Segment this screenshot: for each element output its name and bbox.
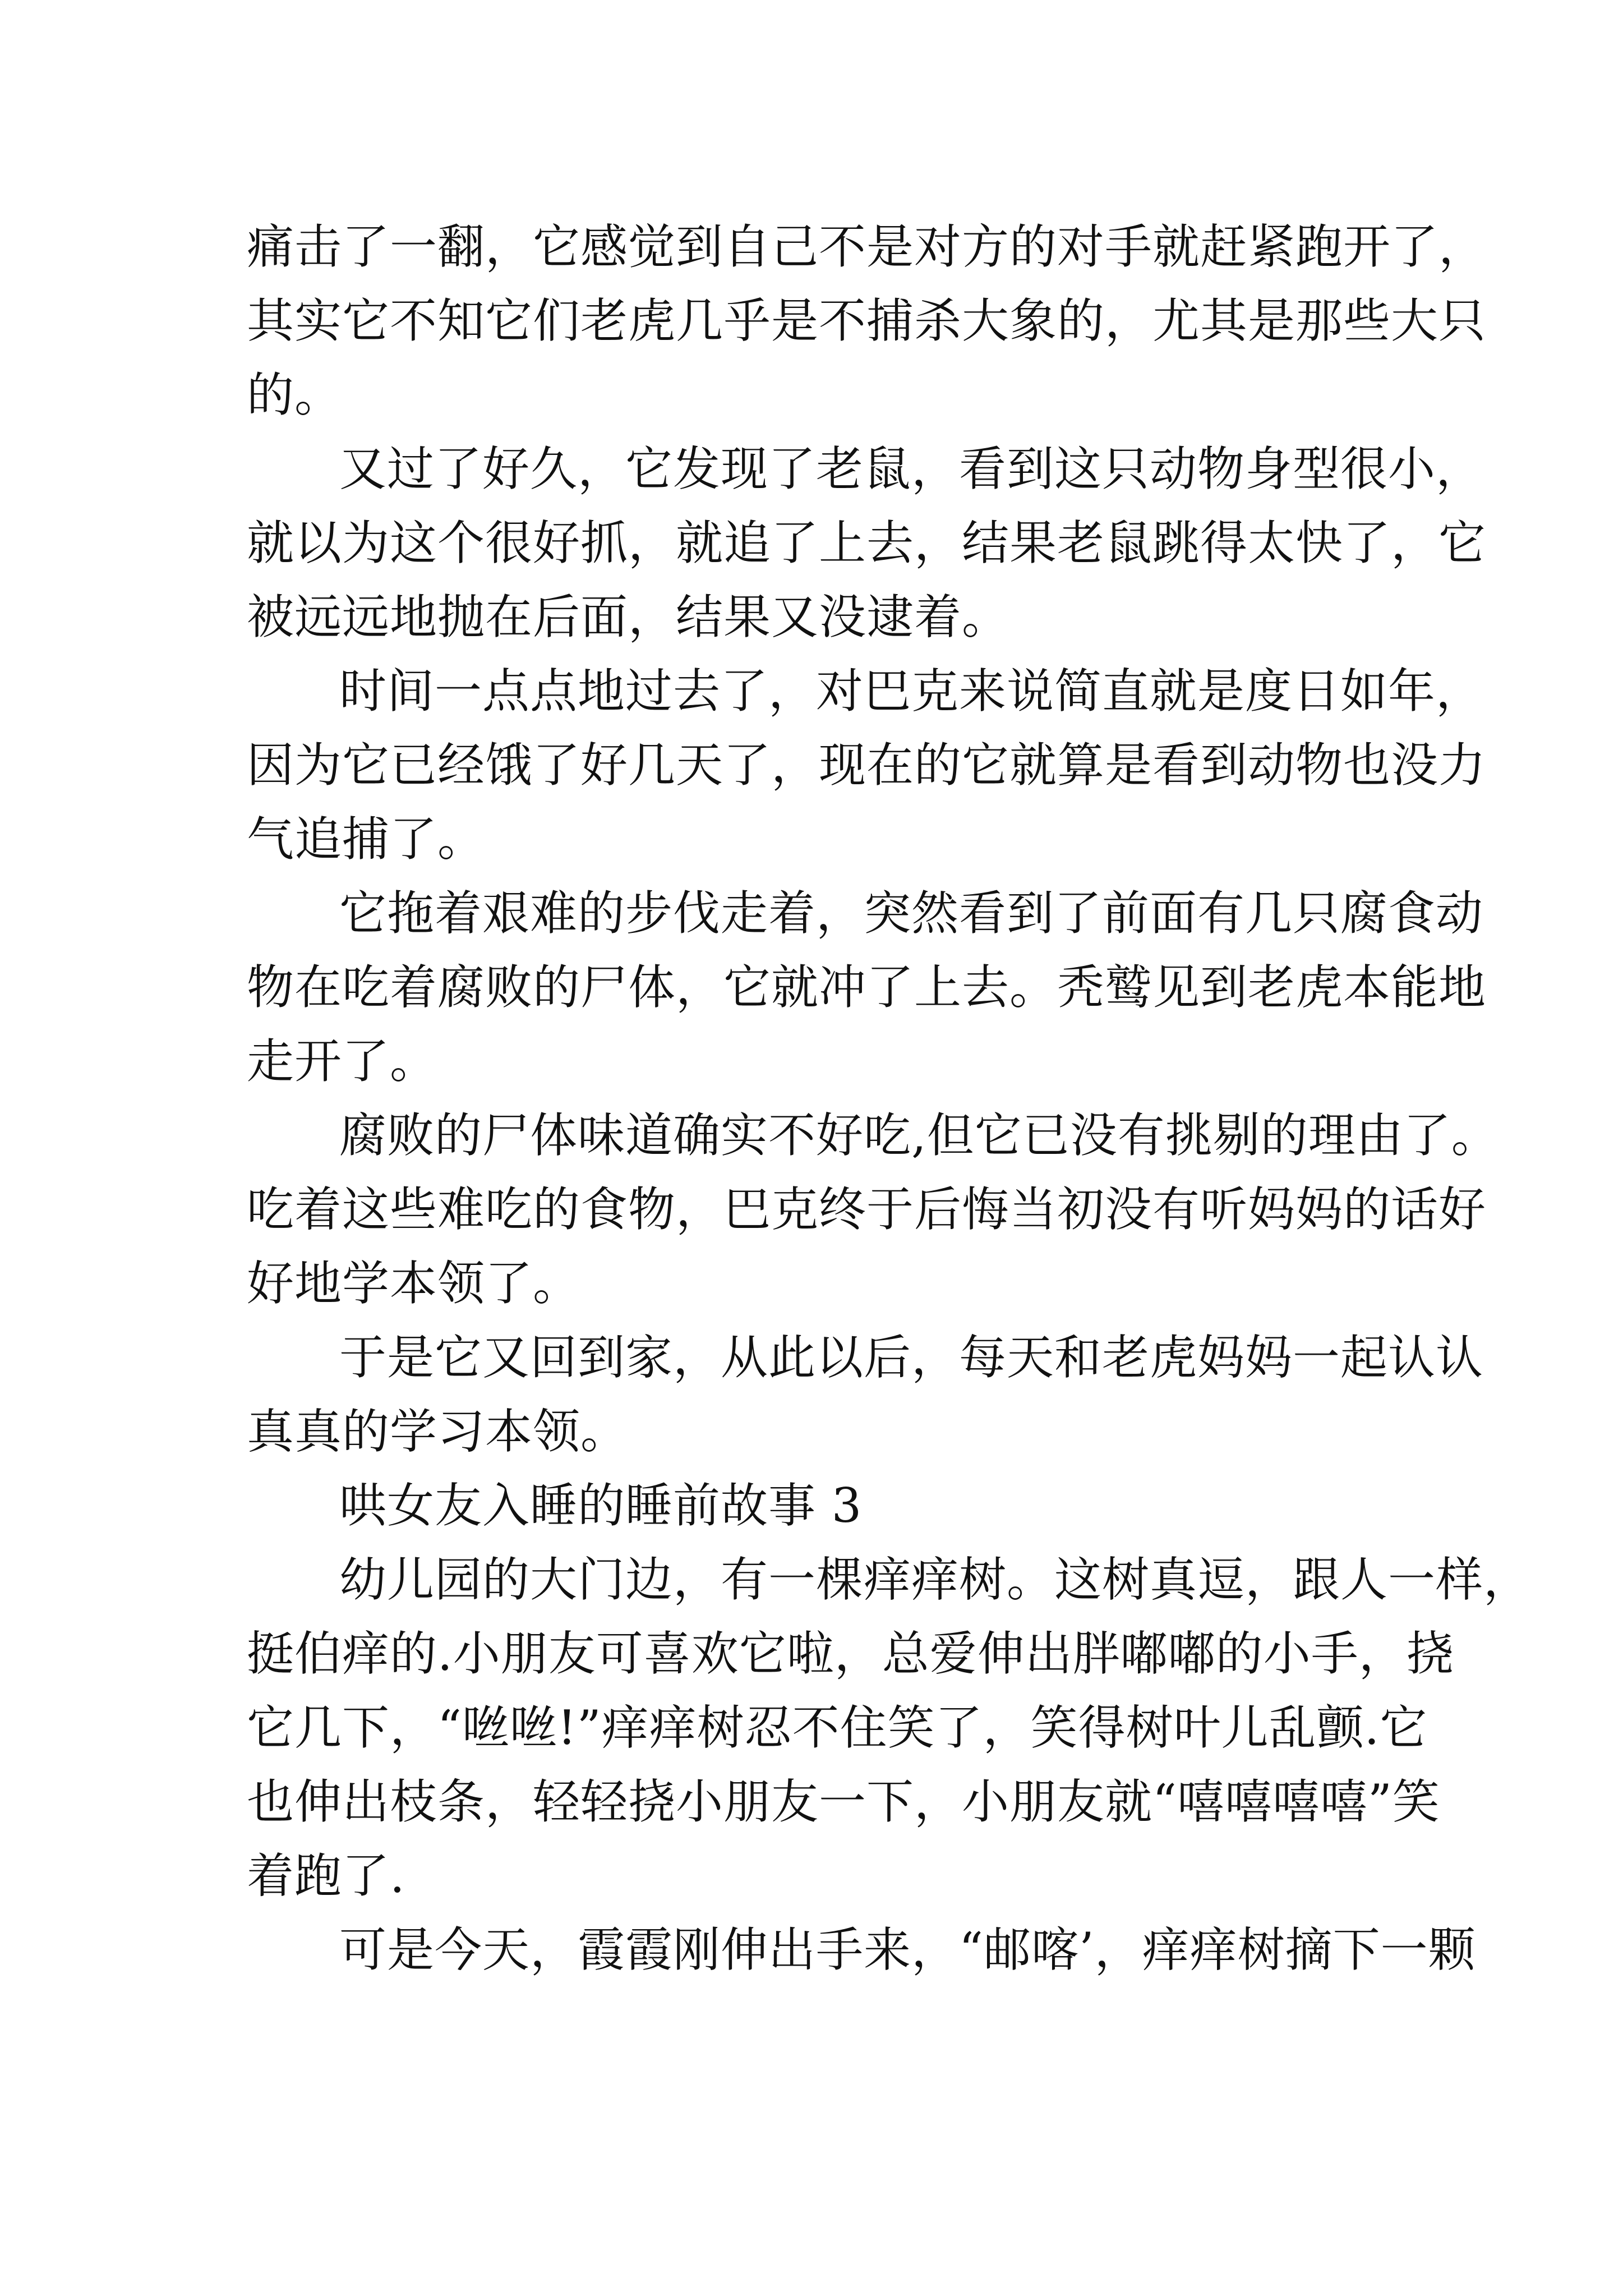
text-line: 着跑了. <box>247 1848 405 1903</box>
paragraph-first-line: 可是今天，霞霞刚伸出手来，“邮喀’，痒痒树摘下一颗 <box>339 1922 1476 1977</box>
paragraph-first-line: 时间一点点地过去了，对巴克来说简直就是度日如年， <box>339 664 1484 719</box>
text-line: 真真的学习本领。 <box>247 1404 629 1459</box>
section-heading: 哄女友入睡的睡前故事 3 <box>339 1478 863 1533</box>
text-line: 物在吃着腐败的尸体，它就冲了上去。秃鹫见到老虎本能地 <box>247 960 1487 1015</box>
text-line: 也伸出枝条，轻轻挠小朋友一下，小朋友就“嘻嘻嘻嘻”笑 <box>247 1774 1440 1829</box>
text-line: 吃着这些难吃的食物，巴克终于后悔当初没有听妈妈的话好 <box>247 1182 1487 1237</box>
text-line: 气追捕了。 <box>247 812 486 867</box>
text-line: 被远远地抛在后面，结果又没逮着。 <box>247 590 1010 645</box>
text-line: 痛击了一翻，它感觉到自己不是对方的对手就赶紧跑开了， <box>247 219 1487 274</box>
paragraph-first-line: 幼儿园的大门边，有一棵痒痒树。这树真逗，跟人一样， <box>339 1552 1532 1607</box>
text-line: 它几下，“咝咝!”痒痒树忍不住笑了，笑得树叶儿乱颤.它 <box>247 1700 1428 1755</box>
text-line: 的。 <box>247 367 343 422</box>
paragraph-first-line: 于是它又回到家，从此以后，每天和老虎妈妈一起认认 <box>339 1330 1484 1385</box>
text-line: 就以为这个很好抓，就追了上去，结果老鼠跳得太快了，它 <box>247 516 1487 570</box>
paragraph-first-line: 它拖着艰难的步伐走着，突然看到了前面有几只腐食动 <box>339 886 1484 941</box>
text-line: 挺伯痒的.小朋友可喜欢它啦，总爱伸出胖嘟嘟的小手，挠 <box>247 1626 1454 1681</box>
text-line: 走开了。 <box>247 1034 438 1089</box>
paragraph-first-line: 腐败的尸体味道确实不好吃,但它已没有挑剔的理由了。 <box>339 1108 1499 1163</box>
paragraph-first-line: 又过了好久，它发现了老鼠，看到这只动物身型很小， <box>339 441 1484 496</box>
text-line: 好地学本领了。 <box>247 1256 581 1311</box>
text-line: 其实它不知它们老虎几乎是不捕杀大象的，尤其是那些大只 <box>247 293 1487 348</box>
text-line: 因为它已经饿了好几天了，现在的它就算是看到动物也没力 <box>247 738 1487 793</box>
